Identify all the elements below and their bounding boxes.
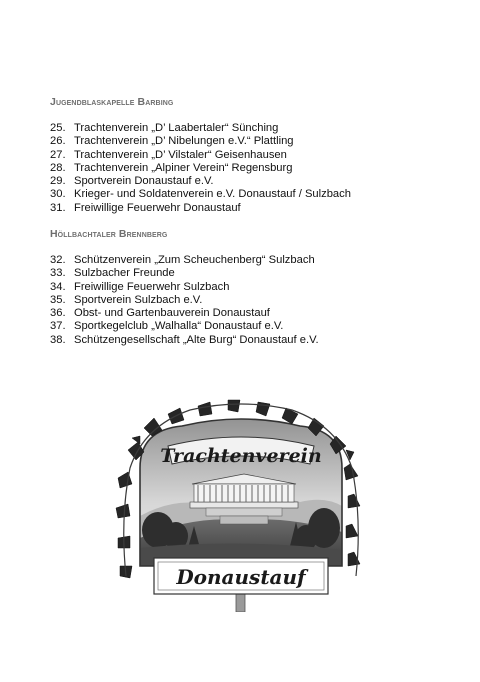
list-item: 34. Freiwillige Feuerwehr Sulzbach — [50, 280, 230, 293]
list-item: 32. Schützenverein „Zum Scheuchenberg“ Sulzbach — [50, 254, 315, 266]
list-item: 30. Krieger- und Soldatenverein e.V. Donaustauf / Sulzbach — [50, 188, 351, 201]
list-item: 27. Trachtenverein „D’ Vilstaler“ Geisenhausen — [50, 148, 287, 161]
list-item: 35. Sportverein Sulzbach e.V. — [50, 293, 203, 306]
list-item: 28. Trachtenverein „Alpiner Verein“ Regensburg — [50, 161, 293, 174]
list-item: 38. Schützengesellschaft „Alte Burg“ Donaustauf e.V. — [50, 333, 319, 346]
sign-bottom-text: Donaustauf — [176, 565, 306, 589]
list-item: 31. Freiwillige Feuerwehr Donaustauf — [50, 201, 241, 214]
section-heading-barbing: Jugendblaskapelle Barbing — [50, 96, 174, 108]
section-heading-brennberg: Höllbachtaler Brennberg — [50, 228, 168, 240]
list-item: 36. Obst- und Gartenbauverein Donaustauf — [50, 307, 270, 320]
sign-painting — [130, 408, 352, 578]
entry-list-barbing — [50, 122, 470, 215]
sign-top-text: Trachtenverein — [160, 445, 322, 467]
sign-post — [236, 594, 245, 612]
list-item: 33. Sulzbacher Freunde — [50, 267, 175, 280]
list-item: 37. Sportkegelclub „Walhalla“ Donaustauf e.V. — [50, 320, 284, 333]
trachtenverein-sign-illustration — [110, 398, 372, 612]
list-item: 25. Trachtenverein „D’ Laabertaler“ Sünching — [50, 122, 279, 134]
entry-list-brennberg — [50, 254, 470, 347]
list-item: 29. Sportverein Donaustauf e.V. — [50, 175, 214, 188]
list-item: 26. Trachtenverein „D’ Nibelungen e.V.“ Plattling — [50, 135, 294, 148]
